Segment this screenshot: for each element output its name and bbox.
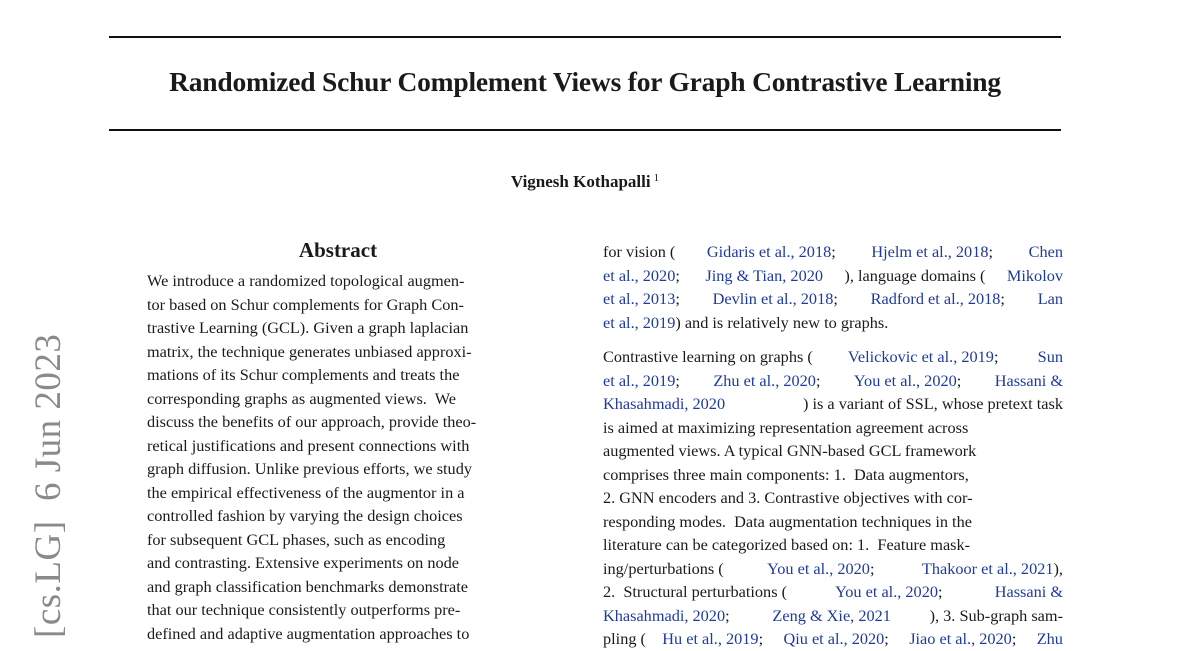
citation-separator: ; bbox=[675, 289, 684, 308]
paragraph-line bbox=[603, 240, 1063, 264]
author-line bbox=[109, 172, 1061, 192]
citation-link[interactable]: et al., 2019 bbox=[603, 370, 676, 390]
paragraph-line bbox=[603, 580, 1063, 604]
citation-link[interactable]: Jing & Tian, 2020 bbox=[705, 265, 823, 285]
citation-separator: ; bbox=[815, 370, 825, 390]
text-run: for subsequent GCL phases, such as encoding bbox=[147, 529, 446, 549]
text-run: corresponding graphs as augmented views. We bbox=[147, 388, 457, 408]
citation-link[interactable]: Hassani & bbox=[994, 370, 1063, 390]
citation-link[interactable]: Jiao et al., 2020 bbox=[909, 629, 1012, 648]
text-run: graph diffusion. Unlike previous efforts, we study bbox=[147, 459, 472, 478]
text-run: literature can be categorized based on: 1. Feature mask- bbox=[603, 535, 971, 554]
citation-separator: ; bbox=[675, 265, 684, 285]
text-run: retical justifications and present connections with bbox=[147, 435, 470, 455]
paragraph-line bbox=[603, 463, 1063, 487]
citation-link[interactable]: Hassani & bbox=[994, 582, 1063, 601]
paragraph-line bbox=[603, 264, 1063, 288]
citation-separator: ; bbox=[833, 289, 842, 308]
paragraph-line bbox=[603, 439, 1063, 463]
text-run: tor based on Schur complements for Graph Con- bbox=[147, 294, 464, 314]
citation-link[interactable]: Lan bbox=[1037, 289, 1063, 308]
citation-link[interactable]: Zhu et al., 2020 bbox=[713, 370, 816, 390]
text-run: mations of its Schur complements and treats the bbox=[147, 365, 460, 384]
citation-separator: ; bbox=[675, 370, 684, 390]
text-run: matrix, the technique generates unbiased approxi- bbox=[147, 341, 472, 361]
citation-link[interactable]: et al., 2013 bbox=[603, 289, 676, 308]
arxiv-identifier-stamp: [cs.LG] 6 Jun 2023 bbox=[28, 333, 69, 638]
citation-link[interactable]: et al., 2020 bbox=[603, 265, 676, 285]
text-run: augmented views. A typical GNN-based GCL framework bbox=[603, 441, 977, 460]
citation-separator: ; bbox=[988, 242, 998, 261]
abstract-line bbox=[147, 410, 532, 434]
text-run: defined and adaptive augmentation approaches to bbox=[147, 623, 470, 643]
citation-separator: ; bbox=[884, 629, 893, 648]
paragraph-line bbox=[603, 627, 1063, 651]
title-top-rule bbox=[109, 36, 1061, 38]
citation-separator: ; bbox=[869, 558, 879, 578]
paragraph-line bbox=[603, 311, 1063, 335]
abstract-body bbox=[147, 269, 532, 645]
text-run: ing/perturbations ( bbox=[603, 558, 724, 578]
citation-link[interactable]: Gidaris et al., 2018 bbox=[706, 242, 832, 261]
citation-separator: ; bbox=[956, 370, 966, 390]
text-run: 2. GNN encoders and 3. Contrastive objectives with cor- bbox=[603, 488, 973, 507]
abstract-line bbox=[147, 622, 532, 646]
paper-title: Randomized Schur Complement Views for Graph Contrastive Learning bbox=[169, 66, 1001, 97]
text-run: the empirical effectiveness of the augmentor in a bbox=[147, 482, 465, 502]
text-run: We introduce a randomized topological augmen- bbox=[147, 271, 465, 290]
abstract-line bbox=[147, 528, 532, 552]
citation-link[interactable]: You et al., 2020 bbox=[767, 558, 870, 578]
abstract-line bbox=[147, 481, 532, 505]
citation-link[interactable]: Qiu et al., 2020 bbox=[783, 629, 885, 648]
citation-link[interactable]: Devlin et al., 2018 bbox=[712, 289, 834, 308]
citation-separator: ; bbox=[758, 629, 768, 648]
author-name: Vignesh Kothapalli bbox=[510, 172, 651, 191]
text-run: and graph classification benchmarks demonstrate bbox=[147, 576, 468, 596]
text-run: responding modes. Data augmentation techniques in the bbox=[603, 511, 972, 531]
abstract-line bbox=[147, 293, 532, 317]
citation-link[interactable]: Thakoor et al., 2021 bbox=[921, 558, 1054, 578]
paragraph-line bbox=[603, 345, 1063, 369]
citation-link[interactable]: Velickovic et al., 2019 bbox=[847, 347, 994, 366]
citation-link[interactable]: Hu et al., 2019 bbox=[662, 629, 759, 648]
abstract-line bbox=[147, 387, 532, 411]
paragraph-line bbox=[603, 557, 1063, 581]
citation-link[interactable]: Chen bbox=[1028, 242, 1063, 261]
citation-link[interactable]: Zeng & Xie, 2021 bbox=[772, 605, 891, 625]
abstract-line bbox=[147, 504, 532, 528]
paragraph-line bbox=[603, 533, 1063, 557]
abstract-line bbox=[147, 551, 532, 575]
citation-link[interactable]: Khasahmadi, 2020 bbox=[603, 394, 726, 413]
abstract-line bbox=[147, 269, 532, 293]
text-run: ), bbox=[1053, 558, 1063, 578]
abstract-line bbox=[147, 363, 532, 387]
text-run: trastive Learning (GCL). Given a graph laplacian bbox=[147, 318, 469, 337]
text-run: ), language domains ( bbox=[844, 265, 986, 285]
paragraph-line bbox=[603, 287, 1063, 311]
text-run: that our technique consistently outperforms pre- bbox=[147, 600, 461, 619]
citation-link[interactable]: You et al., 2020 bbox=[835, 582, 938, 601]
abstract-line bbox=[147, 434, 532, 458]
citation-link[interactable]: You et al., 2020 bbox=[853, 370, 957, 390]
text-run: ), 3. Sub-graph sam- bbox=[929, 605, 1063, 625]
paragraph-line bbox=[603, 486, 1063, 510]
citation-link[interactable]: Radford et al., 2018 bbox=[870, 289, 1001, 308]
introduction-text bbox=[603, 240, 1063, 651]
text-run: comprises three main components: 1. Data augmentors, bbox=[603, 464, 969, 484]
paragraph-line bbox=[603, 510, 1063, 534]
text-run: ) and is relatively new to graphs. bbox=[675, 312, 889, 332]
citation-link[interactable]: Mikolov bbox=[1006, 265, 1063, 285]
abstract-line bbox=[147, 316, 532, 340]
citation-link[interactable]: Hjelm et al., 2018 bbox=[871, 242, 989, 261]
text-run: discuss the benefits of our approach, provide theo- bbox=[147, 412, 477, 431]
text-run: ) is a variant of SSL, whose pretext task bbox=[803, 394, 1063, 413]
citation-link[interactable]: et al., 2019 bbox=[603, 312, 676, 332]
abstract-line bbox=[147, 575, 532, 599]
affiliation-mark: 1 bbox=[653, 172, 660, 184]
text-run: and contrasting. Extensive experiments on node bbox=[147, 553, 459, 572]
text-run: Contrastive learning on graphs ( bbox=[603, 347, 813, 366]
citation-separator: ; bbox=[725, 605, 734, 625]
citation-separator: ; bbox=[993, 347, 1003, 366]
abstract-line bbox=[147, 457, 532, 481]
citation-separator: ; bbox=[831, 242, 840, 261]
citation-separator: ; bbox=[1011, 629, 1021, 648]
abstract-line bbox=[147, 340, 532, 364]
text-run: for vision ( bbox=[603, 242, 676, 261]
text-run: controlled fashion by varying the design choices bbox=[147, 506, 463, 525]
text-run: is aimed at maximizing representation agreement across bbox=[603, 417, 969, 437]
citation-separator: ; bbox=[1000, 289, 1010, 308]
text-run: 2. Structural perturbations ( bbox=[603, 582, 788, 601]
abstract-line bbox=[147, 598, 532, 622]
paragraph-line bbox=[603, 369, 1063, 393]
paragraph-line bbox=[603, 416, 1063, 440]
citation-separator: ; bbox=[937, 582, 947, 601]
citation-link[interactable]: Sun bbox=[1037, 347, 1063, 366]
title-bottom-rule bbox=[109, 129, 1061, 131]
citation-link[interactable]: Khasahmadi, 2020 bbox=[603, 605, 726, 625]
citation-link[interactable]: Zhu bbox=[1036, 629, 1063, 648]
text-run: pling ( bbox=[603, 629, 646, 648]
paragraph-line bbox=[603, 604, 1063, 628]
abstract-heading: Abstract bbox=[298, 238, 378, 262]
paragraph-line bbox=[603, 392, 1063, 416]
